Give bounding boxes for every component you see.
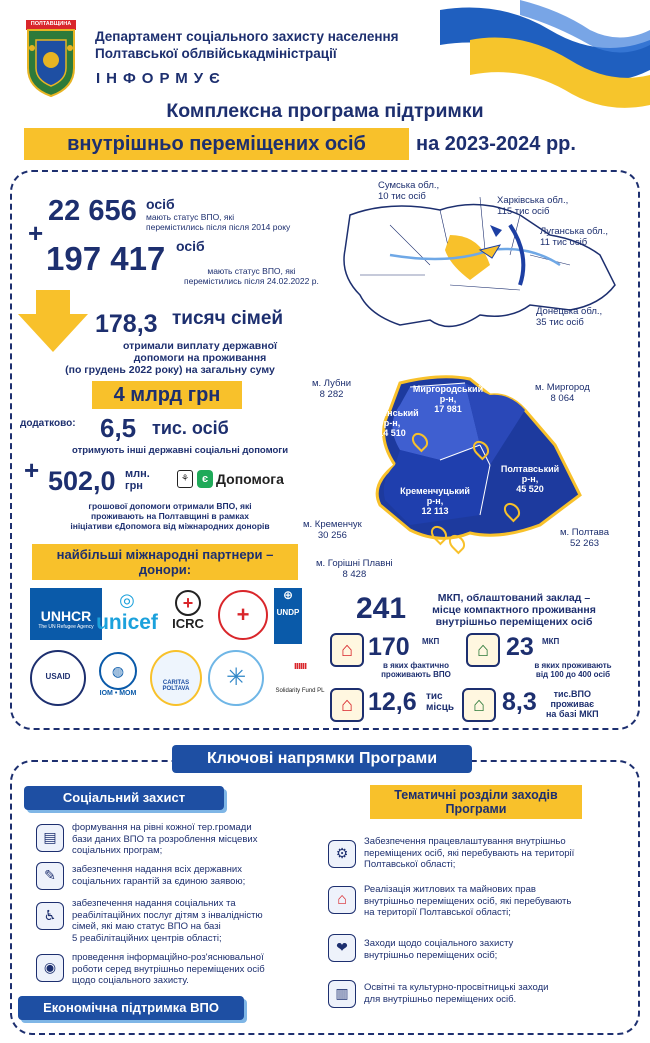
map-label-donetsk <box>536 306 602 328</box>
logo-text: ПОЛТАВЩИНА <box>30 21 72 27</box>
social-item-3-l2: реабілітаційних послуг дітям з інвалідністю <box>72 909 263 921</box>
unhcr-sub: The UN Refugee Agency <box>38 624 94 630</box>
kremenchuk-district-name: Кременчуцький <box>400 486 470 496</box>
grant-desc-1: грошової допомоги отримали ВПО, які <box>88 501 252 511</box>
city-poltava <box>560 527 609 549</box>
database-computer-icon: ▤ <box>36 824 64 852</box>
families-value: 178,3 <box>95 310 158 338</box>
kremenchuk-district-suffix: р-н, <box>426 496 444 506</box>
stat1-value: 22 656 <box>48 195 137 227</box>
kremenchuk-city-value: 30 256 <box>317 530 347 541</box>
donetsk-value: 35 тис осіб <box>536 317 584 328</box>
mkp-total-desc-1: МКП, облаштований заклад – <box>437 592 591 604</box>
myrhorod-city-name: м. Миргород <box>535 382 590 393</box>
district-kremenchuk <box>390 486 480 516</box>
thematic-item-3-l2: внутрішньо переміщених осіб; <box>364 949 498 961</box>
application-document-icon: ✎ <box>36 862 64 890</box>
map-label-luhansk <box>540 226 608 248</box>
edopomoga-icon: є <box>197 470 213 488</box>
employment-icon: ⚙ <box>328 840 356 868</box>
iom-globe-icon: ◍ <box>99 652 137 690</box>
mkp-a-desc <box>376 661 456 679</box>
mkp-c-unit <box>426 691 454 713</box>
thematic-item-1-l2: переміщених осіб, які перебувають на території <box>364 847 575 859</box>
education-books-icon: ▥ <box>328 980 356 1008</box>
families-desc-1: отримали виплату державної <box>123 340 277 352</box>
mkp-c-unit-1: тис <box>426 691 443 702</box>
families-desc <box>30 340 310 376</box>
stat2-desc-2: перемістились після 24.02.2022 р. <box>184 276 319 286</box>
residents-house-icon: ⌂ <box>462 688 496 722</box>
stat1-desc-1: мають статус ВПО, які <box>146 212 235 222</box>
extra-label: додатково: <box>20 418 76 429</box>
social-item-2-l2: соціальних гарантій за єдиною заявою; <box>72 875 246 887</box>
social-item-2 <box>72 864 312 887</box>
unicef-label: unicef <box>96 611 158 634</box>
families-desc-3: (по грудень 2022 року) на загальну суму <box>65 364 275 376</box>
unicef-emblem-icon: ◎ <box>119 590 135 610</box>
mkp-b-desc-1: в яких проживають <box>534 661 612 670</box>
grant-unit-2: грн <box>125 480 143 492</box>
stat2-unit: осіб <box>176 238 205 254</box>
city-horishni-plavni <box>316 558 393 580</box>
family-house-icon: ⌂ <box>466 633 500 667</box>
flag-ribbon-decoration <box>440 0 650 110</box>
mkp-a-value: 170 <box>368 633 410 661</box>
department-title <box>95 28 455 62</box>
social-item-3-l3: сімей, які маю статус ВПО на базі <box>72 921 221 932</box>
mkp-d-unit-2: проживає <box>550 699 595 709</box>
extra-desc: отримують інші державні соціальні допомоги <box>72 445 289 456</box>
poltava-city-value: 52 263 <box>569 538 600 549</box>
thematic-title-2: Програми <box>445 802 507 816</box>
poltava-city-name: м. Полтава <box>560 527 610 538</box>
diia-icon: ⚘ <box>177 470 193 488</box>
grant-desc-3: ініціативи єДопомога від міжнародних донорів <box>70 521 270 531</box>
lubny-district-suffix: р-н, <box>383 418 401 428</box>
undp-logo <box>274 588 302 644</box>
solidarity-figures-icon: ıııııı <box>293 660 307 672</box>
poltava-district-name: Полтавський <box>500 464 560 474</box>
kharkiv-value: 115 тис осіб <box>497 206 550 217</box>
mkp-d-unit-1: тис.ВПО <box>553 689 591 699</box>
grant-unit <box>125 468 150 492</box>
social-item-3-l1: забезпечення надання соціальних та <box>72 898 236 909</box>
thematic-item-2 <box>364 884 634 919</box>
social-item-4-l3: щодо соціального захисту. <box>72 975 189 986</box>
title-years: на 2023-2024 рр. <box>416 133 576 155</box>
social-item-3-l4: 5 реабілітаційних центрів області; <box>72 932 222 944</box>
mkp-b-value: 23 <box>506 633 534 661</box>
mkp-total-desc-2: місце компактного проживання <box>432 604 596 616</box>
iom-logo <box>92 652 144 708</box>
usaid-logo: USAID <box>30 650 86 706</box>
mkp-b-desc <box>528 661 618 679</box>
horishni-plavni-city-value: 8 428 <box>342 569 367 580</box>
myrhorod-district-name: Миргородський <box>412 384 484 394</box>
thematic-item-2-l2: внутрішньо переміщених осіб, які перебувають <box>364 895 572 907</box>
kremenchuk-district-value: 12 113 <box>421 506 449 516</box>
directions-title: Ключові напрямки Програми <box>172 745 472 773</box>
lubny-city-name: м. Лубни <box>312 378 352 389</box>
extra-value: 6,5 <box>100 413 137 443</box>
grant-value: 502,0 <box>48 466 116 496</box>
icrc-label: ICRC <box>172 616 204 631</box>
city-myrhorod <box>535 382 590 404</box>
solidarity-fund-logo <box>270 660 330 700</box>
thematic-item-1-l1: Забезпечення працевлаштування внутрішньо <box>364 836 566 847</box>
thematic-item-2-l1: Реалізація житлових та майнових прав <box>364 884 536 895</box>
partners-title <box>32 547 298 577</box>
stat2-desc-1: мають статус ВПО, які <box>207 266 296 276</box>
luhansk-name: Луганська обл., <box>540 226 608 237</box>
thematic-item-3 <box>364 938 634 961</box>
social-protection-title: Соціальний захист <box>24 786 224 810</box>
kharkiv-name: Харківська обл., <box>497 195 569 206</box>
mkp-d-value: 8,3 <box>502 688 537 716</box>
social-item-1 <box>72 822 312 857</box>
edopomoga-label: Допомога <box>216 471 284 487</box>
thematic-title-1: Тематичні розділи заходів <box>394 788 558 802</box>
unhcr-label: UNHCR <box>40 608 92 624</box>
lubny-district-value: 14 510 <box>378 428 406 438</box>
social-item-2-l1: забезпечення надання всіх державних <box>72 864 242 875</box>
grant-desc-2: проживають на Полтавщині в рамках <box>91 511 249 521</box>
grant-unit-1: млн. <box>125 468 150 480</box>
care-hands-icon: ❤ <box>328 934 356 962</box>
poltava-district-value: 45 520 <box>516 484 544 494</box>
people-house-icon: ⌂ <box>330 688 364 722</box>
economic-support-title: Економічна підтримка ВПО <box>18 996 244 1020</box>
shelter-house-icon: ⌂ <box>330 633 364 667</box>
mkp-c-unit-2: місць <box>426 702 455 713</box>
map-label-kharkiv <box>497 195 568 217</box>
grant-desc <box>40 501 300 531</box>
thematic-item-2-l3: на території Полтавської області; <box>364 907 511 918</box>
social-item-1-l2: бази даних ВПО та розроблення місцевих <box>72 833 258 845</box>
myrhorod-district-suffix: р-н, <box>439 394 457 404</box>
undp-label: UNDP <box>276 608 300 617</box>
mkp-total-value: 241 <box>356 592 407 625</box>
sumy-value: 10 тис осіб <box>378 191 426 202</box>
thematic-item-1-l3: Полтавської області; <box>364 859 456 870</box>
stat1-unit: осіб <box>146 196 175 212</box>
mkp-total-desc <box>414 592 614 628</box>
district-poltava <box>490 464 570 494</box>
lubny-city-value: 8 282 <box>319 389 344 400</box>
families-desc-2: допомоги на проживання <box>133 352 267 364</box>
stat1-desc-2: перемістились після після 2014 року <box>146 222 291 232</box>
luhansk-value: 11 тис осіб <box>540 237 588 248</box>
poltava-district-suffix: р-н, <box>521 474 539 484</box>
mkp-total-desc-3: внутрішньо переміщених осіб <box>435 616 593 628</box>
stat1-desc <box>146 212 290 232</box>
donetsk-name: Донецька обл., <box>536 306 603 317</box>
extra-unit: тис. осіб <box>152 418 229 438</box>
rehabilitation-icon: ♿ <box>36 902 64 930</box>
partners-title-1: найбільші міжнародні партнери – <box>56 547 274 562</box>
mkp-b-desc-2: від 100 до 400 осіб <box>535 670 611 679</box>
myrhorod-district-value: 17 981 <box>434 404 462 414</box>
thematic-item-4-l1: Освітні та культурно-просвітницькі заходи <box>364 982 549 993</box>
city-lubny <box>312 378 351 400</box>
mkp-c-value: 12,6 <box>368 688 417 716</box>
unicef-logo <box>92 590 162 640</box>
lubny-district-name: Лубенський <box>365 408 419 418</box>
sumy-name: Сумська обл., <box>378 180 440 191</box>
stat2-desc <box>184 266 319 286</box>
medical-association-logo: ✳ <box>208 650 264 706</box>
sum-value: 4 млрд грн <box>113 384 221 406</box>
mkp-a-desc-2: проживають ВПО <box>381 670 451 679</box>
thematic-item-3-l1: Заходи щодо соціального захисту <box>364 938 514 949</box>
social-item-3 <box>72 898 312 944</box>
stat2-value: 197 417 <box>46 240 166 277</box>
mkp-b-unit: МКП <box>542 637 560 646</box>
city-kremenchuk <box>303 519 362 541</box>
mkp-a-unit: МКП <box>422 637 440 646</box>
myrhorod-city-value: 8 064 <box>550 393 575 404</box>
mkp-d-unit <box>546 689 599 719</box>
un-emblem-icon: ⊕ <box>282 588 294 602</box>
housing-icon: ⌂ <box>328 886 356 914</box>
solidarity-label: Solidarity Fund PL <box>275 688 325 694</box>
thematic-item-4 <box>364 982 634 1005</box>
map-label-sumy <box>378 180 439 202</box>
social-item-1-l3: соціальних програм; <box>72 845 163 856</box>
thematic-item-1 <box>364 836 634 871</box>
thematic-title <box>370 788 582 816</box>
social-item-1-l1: формування на рівні кожної тер.громади <box>72 822 252 833</box>
plus-sign-2: + <box>24 455 40 485</box>
caritas-logo: CARITAS POLTAVA <box>150 650 202 706</box>
mkp-d-unit-3: на базі МКП <box>546 709 599 719</box>
plus-sign-1: + <box>28 218 44 248</box>
red-cross-ukraine-logo: + <box>218 590 268 640</box>
dept-line-2: Полтавської облвійськадміністрації <box>95 46 337 61</box>
dept-line-1: Департамент соціального захисту населення <box>95 29 399 44</box>
thematic-item-4-l2: для внутрішньо переміщених осіб. <box>364 993 517 1005</box>
mkp-a-desc-1: в яких фактично <box>382 661 450 670</box>
social-item-4-l1: проведення інформаційно-роз'яснювальної <box>72 952 264 963</box>
partners-title-2: донори: <box>138 562 192 577</box>
social-item-4-l2: роботи серед внутрішньо переміщених осіб <box>72 963 265 975</box>
icrc-logo <box>165 590 211 640</box>
informs-label: ІНФОРМУЄ <box>96 70 226 87</box>
red-cross-icon: + <box>175 590 201 616</box>
title-highlight: внутрішньо переміщених осіб <box>67 133 366 155</box>
iom-label: IOM • MOM <box>99 690 137 697</box>
information-globe-icon: ◉ <box>36 954 64 982</box>
coat-of-arms-logo <box>22 18 80 98</box>
main-title: Комплексна програма підтримки <box>166 100 484 122</box>
kremenchuk-city-name: м. Кременчук <box>303 519 362 530</box>
social-item-4 <box>72 952 312 987</box>
families-unit: тисяч сімей <box>172 308 284 329</box>
horishni-plavni-city-name: м. Горішні Плавні <box>316 558 393 569</box>
